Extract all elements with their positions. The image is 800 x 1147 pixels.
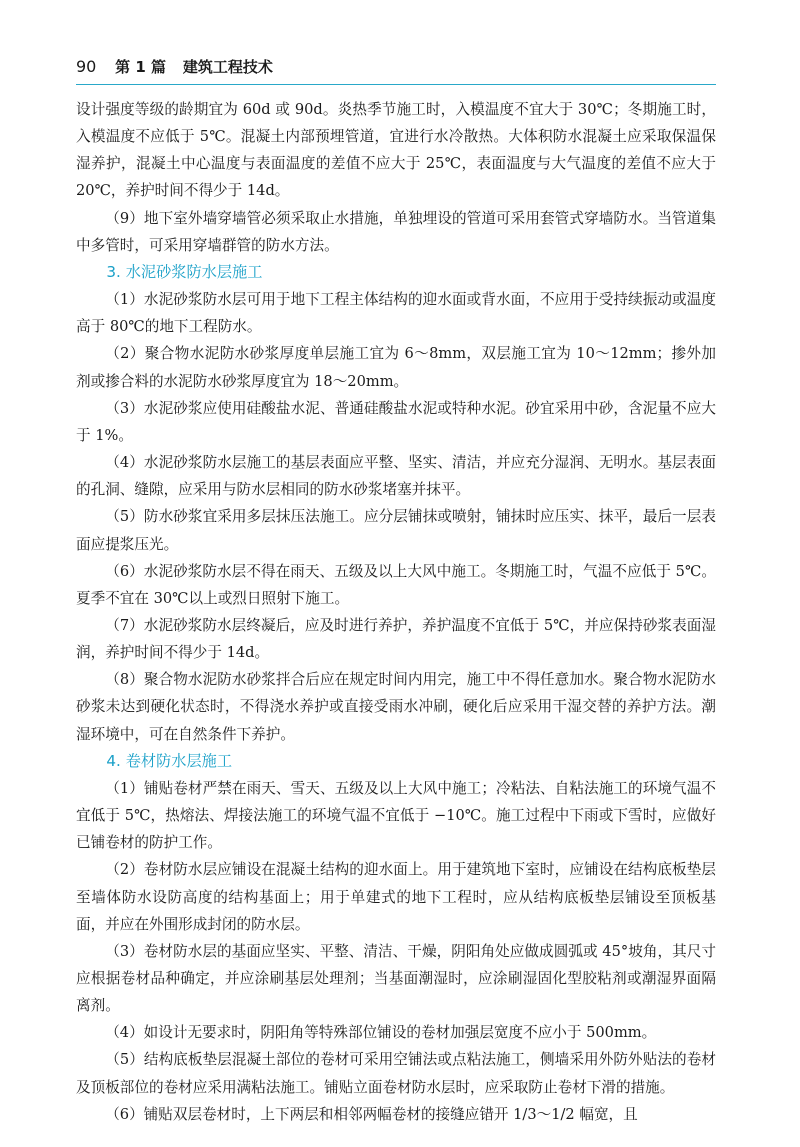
part-label: 第 1 篇 xyxy=(115,58,167,76)
paragraph-s4-item-4: （4）如设计无要求时，阴阳角等特殊部位铺设的卷材加强层宽度不应小于 500mm。 xyxy=(105,1024,657,1042)
paragraph-s3-item-6: （6）水泥砂浆防水层不得在雨天、五级及以上大风中施工。冬期施工时，气温不应低于 5℃。夏季不宜在 30℃以上或烈日照射下施工。 xyxy=(76,562,716,607)
paragraph-s4-item-1: （1）铺贴卷材严禁在雨天、雪天、五级及以上大风中施工；冷粘法、自粘法施工的环境气温不宜低于 5℃，热熔法、焊接法施工的环境气温不宜低于 −10℃。施工过程中下雨或下雪时，应做好已铺卷材的防护工作。 xyxy=(76,779,716,852)
paragraph-s3-item-4: （4）水泥砂浆防水层施工的基层表面应平整、坚实、清洁，并应充分湿润、无明水。基层表面的孔洞、缝隙，应采用与防水层相同的防水砂浆堵塞并抹平。 xyxy=(76,454,716,499)
paragraph-s3-item-7: （7）水泥砂浆防水层终凝后，应及时进行养护，养护温度不宜低于 5℃，并应保持砂浆表面湿润，养护时间不得少于 14d。 xyxy=(76,616,716,662)
paragraph-item-9: （9）地下室外墙穿墙管必须采取止水措施，单独埋设的管道可采用套管式穿墙防水。当管道集中多管时，可采用穿墙群管的防水方法。 xyxy=(76,209,716,254)
section-heading-4: 4. 卷材防水层施工 xyxy=(106,751,233,770)
paragraph-s3-item-2: （2）聚合物水泥防水砂浆厚度单层施工宜为 6～8mm，双层施工宜为 10～12mm；掺外加剂或掺合料的水泥防水砂浆厚度宜为 18～20mm。 xyxy=(76,345,716,390)
paragraph-s3-item-3: （3）水泥砂浆应使用硅酸盐水泥、普通硅酸盐水泥或特种水泥。砂宜采用中砂，含泥量不应大于 1%。 xyxy=(76,399,716,444)
paragraph-s3-item-5: （5）防水砂浆宜采用多层抹压法施工。应分层铺抹或喷射，铺抹时应压实、抹平，最后一层表面应提浆压光。 xyxy=(76,508,716,553)
chapter-title: 建筑工程技术 xyxy=(182,58,273,76)
paragraph-s3-item-1: （1）水泥砂浆防水层可用于地下工程主体结构的迎水面或背水面，不应用于受持续振动或温度高于 80℃的地下工程防水。 xyxy=(76,291,716,336)
page-number: 90 xyxy=(76,57,97,76)
page-body xyxy=(76,96,716,1128)
page-header xyxy=(76,52,716,82)
paragraph-s4-item-5: （5）结构底板垫层混凝土部位的卷材可采用空铺法或点粘法施工，侧墙采用外防外贴法的卷材及顶板部位的卷材应采用满粘法施工。铺贴立面卷材防水层时，应采取防止卷材下滑的措施。 xyxy=(76,1051,716,1096)
paragraph-s4-item-3: （3）卷材防水层的基面应坚实、平整、清洁、干燥，阴阳角处应做成圆弧或 45°坡角，其尺寸应根据卷材品种确定，并应涂刷基层处理剂；当基面潮湿时，应涂刷湿固化型胶粘剂或潮湿界面隔离剂。 xyxy=(76,942,716,1015)
header-divider xyxy=(76,84,716,85)
paragraph-continuation: 设计强度等级的龄期宜为 60d 或 90d。炎热季节施工时，入模温度不宜大于 30℃；冬期施工时，入模温度不应低于 5℃。混凝土内部预埋管道，宜进行水冷散热。大体积防水混凝土应采取保温保湿养护，混凝土中心温度与表面温度的差值不应大于 25℃，表面温度与大气温度的差值不应大于 20℃，养护时间不得少于 14d。 xyxy=(76,101,716,200)
paragraph-s4-item-2: （2）卷材防水层应铺设在混凝土结构的迎水面上。用于建筑地下室时，应铺设在结构底板垫层至墙体防水设防高度的结构基面上；用于单建式的地下工程时，应从结构底板垫层铺设至顶板基面，并应在外围形成封闭的防水层。 xyxy=(76,861,716,933)
paragraph-s4-item-6: （6）铺贴双层卷材时，上下两层和相邻两幅卷材的接缝应错开 1/3～1/2 幅宽，且 xyxy=(105,1105,638,1123)
paragraph-s3-item-8: （8）聚合物水泥防水砂浆拌合后应在规定时间内用完，施工中不得任意加水。聚合物水泥防水砂浆未达到硬化状态时，不得浇水养护或直接受雨水冲刷，硬化后应采用干湿交替的养护方法。潮湿环境中，可在自然条件下养护。 xyxy=(76,671,716,743)
section-heading-3: 3. 水泥砂浆防水层施工 xyxy=(106,262,263,281)
